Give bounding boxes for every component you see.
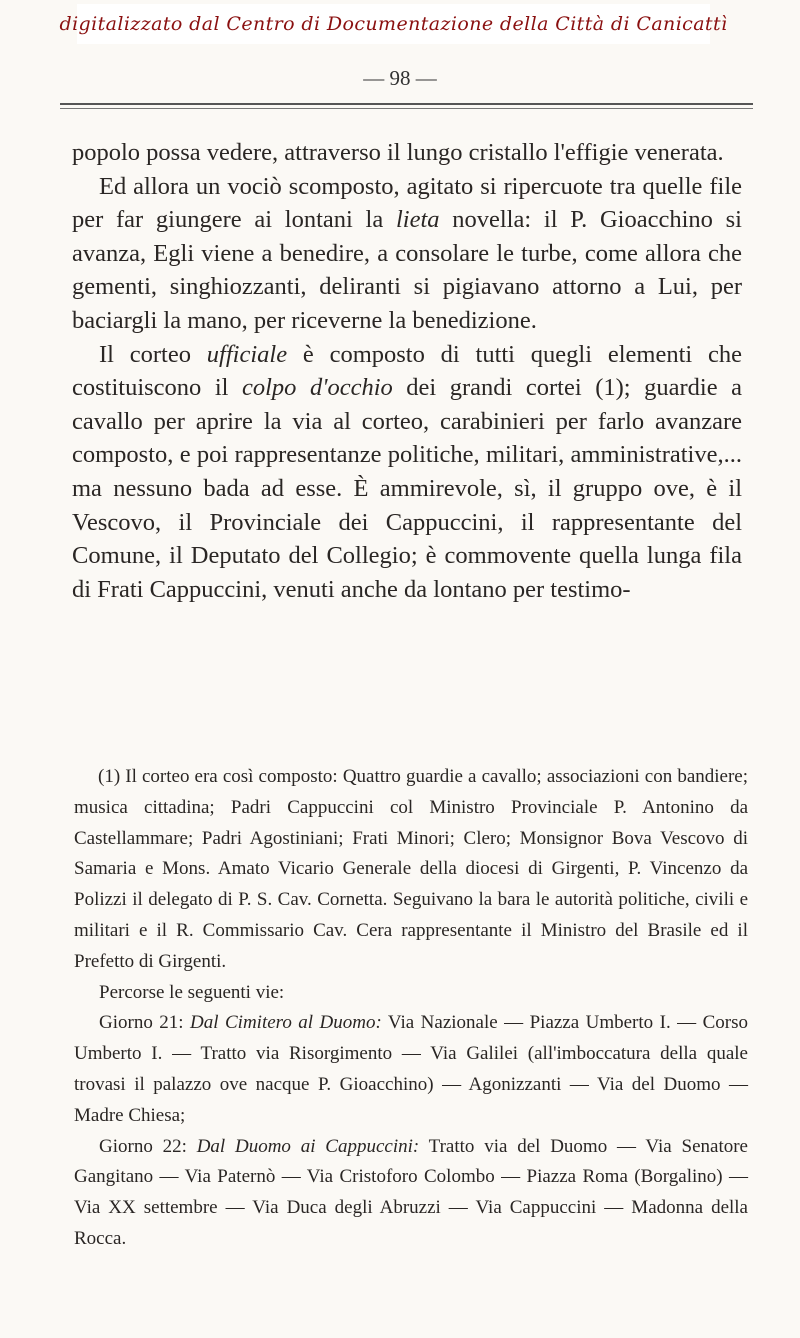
header-rule: [60, 103, 753, 105]
digitization-watermark: [59, 4, 728, 44]
footnote-paragraph-3: [74, 1008, 748, 1131]
footnote: [74, 762, 748, 1255]
footnote-paragraph-2: Percorse le seguenti vie:: [99, 981, 285, 1003]
paragraph-2: [72, 170, 742, 338]
footnote-p4-text-a: Giorno 22:: [99, 1135, 197, 1157]
footnote-paragraph-1: (1) Il corteo era così composto: Quattro guardie a cavallo; associazioni con bandiere; musica cittadina; Padri Cappuccini col Ministro Provinciale P. Antonino da Castellammare; Padri Agostiniani; Frati Minori; Clero; Monsignor Bova Vescovo di Samaria e Mons. Amato Vicario Generale della diocesi di Girgenti, P. Vincenzo da Polizzi il delegato di P. S. Cav. Cornetta. Seguivano la bara le autorità politiche, civili e militari e il R. Commissario Cav. Cera rappresentante il Ministro del Brasile ed il Prefetto di Girgenti.: [74, 766, 748, 972]
footnote-p4-text-c: Tratto via del Duomo — Via Senatore Gangitano — Via Paternò — Via Cristoforo Colombo — Piazza Roma (Borgalino) — Via XX settembre — Via Duca degli Abruzzi — Via Cappuccini — Madonna della Rocca.: [74, 1135, 748, 1249]
footnote-p3-text-a: Giorno 21:: [99, 1012, 191, 1034]
paragraph-3-text-a: Il corteo: [99, 340, 207, 368]
footnote-paragraph-4: [74, 1132, 748, 1255]
footnote-p3-italic: Dal Cimitero al Duomo:: [190, 1012, 382, 1034]
footnote-p4-italic: Dal Duomo ai Cappuccini:: [196, 1135, 420, 1157]
paragraph-3-italic-ufficiale: ufficiale: [206, 340, 288, 368]
paragraph-1: popolo possa vedere, attraverso il lungo cristallo l'effigie venerata.: [72, 139, 724, 166]
footnote-p3-text-c: Via Nazionale — Piazza Umberto I. — Corso Umberto I. — Tratto via Risorgimento — Via Galilei (all'imboccatura della quale trovasi il palazzo ove nacque P. Gioacchino) — Agonizzanti — Via del Duomo — Madre Chiesa;: [74, 1012, 749, 1126]
body-text: [72, 136, 742, 606]
paragraph-3-text-c: è composto di tutti quegli elementi che costituiscono il: [72, 340, 742, 402]
paragraph-3: [72, 338, 742, 607]
page-number: — 98 —: [363, 66, 437, 90]
paragraph-2-text-a: Ed allora un vociò scomposto, agitato si ripercuote tra quelle file per far giungere ai lontani la: [72, 172, 742, 234]
header-rule-thin: [60, 108, 753, 109]
paragraph-3-italic-colpo: colpo d'occhio: [241, 374, 393, 402]
paragraph-3-text-e: dei grandi cortei (1); guardie a cavallo per aprire la via al corteo, carabinieri per farlo avanzare composto, e poi rappresentanze politiche, militari, amministrative,... ma nessuno bada ad esse. È ammirevole, sì, il gruppo ove, è il Vescovo, il Provinciale dei Cappuccini, il rappresentante del Comune, il Deputato del Collegio; è commovente quella lunga fila di Frati Cappuccini, venuti anche da lontano per testimo-: [72, 374, 742, 603]
paragraph-2-text-c: novella: il P. Gioacchino si avanza, Egli viene a benedire, a consolare le turbe, come allora che gementi, singhiozzanti, deliranti si pigiavano attorno a Lui, per baciargli la mano, per riceverne la benedizione.: [72, 206, 742, 334]
paragraph-2-italic-lieta: lieta: [395, 206, 440, 234]
watermark-text: digitalizzato dal Centro di Documentazione della Città di Canicattì: [59, 13, 728, 35]
